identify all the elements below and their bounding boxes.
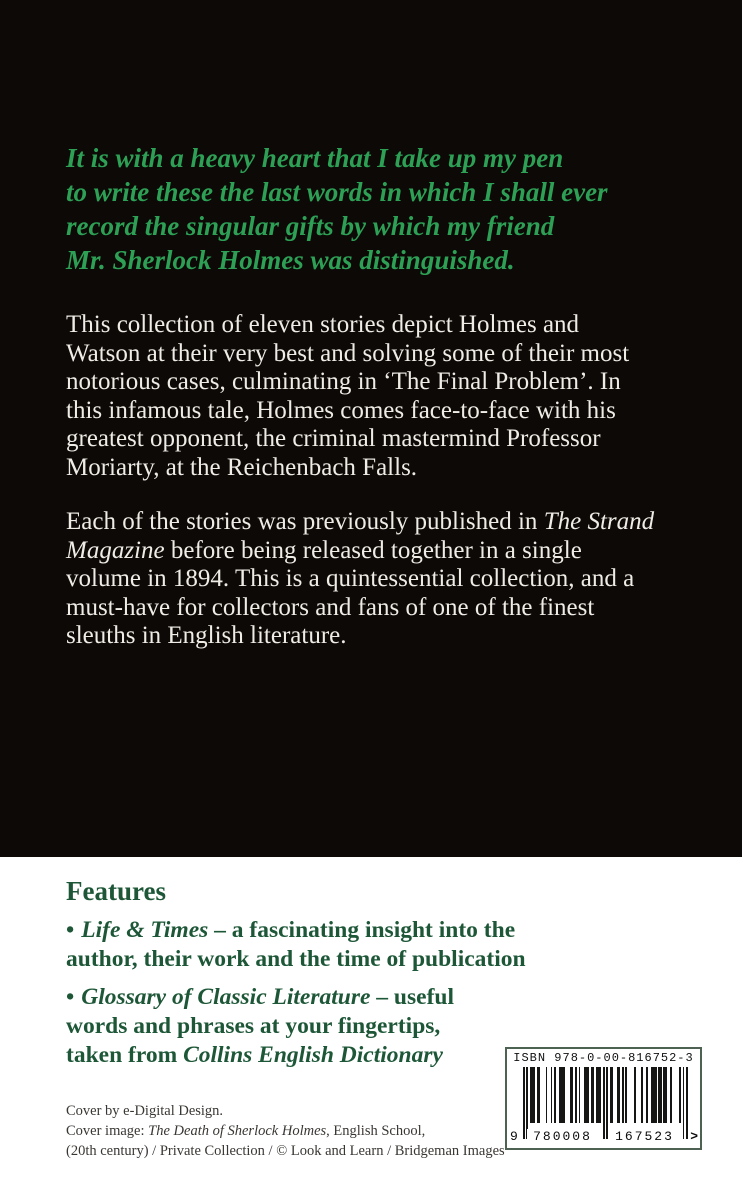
feature-item-glossary [66,983,546,1070]
barcode-arrow-icon: > [690,1129,698,1144]
synopsis-1-line-1: This collection of eleven stories depict Holmes and [66,311,580,338]
feature-title-life-and-times: Life & Times [81,917,209,943]
cover-image-title: The Death of Sherlock Holmes [148,1123,327,1139]
synopsis-2-line-3: volume in 1894. This is a quintessential collection, and a [66,565,635,592]
features-section [66,874,546,1079]
synopsis-2-line-2 [66,537,654,566]
barcode-digits [509,1128,698,1144]
opening-quote [66,141,608,277]
credit-line-design: Cover by e-Digital Design. [66,1103,224,1119]
feature-title-glossary: Glossary of Classic Literature [81,984,371,1010]
collins-dictionary-title: Collins English Dictionary [183,1042,443,1068]
barcode-digit-group-2: 167523 [609,1129,680,1144]
barcode-digit-group-1: 780008 [527,1129,598,1144]
synopsis-1-line-6: Moriarty, at the Reichenbach Falls. [66,453,418,481]
synopsis-paragraph-2 [66,508,654,651]
isbn-label: ISBN 978-0-00-816752-3 [513,1051,694,1065]
features-heading: Features [66,876,166,906]
quote-line-2: to write these the last words in which I shall ever [66,177,608,207]
synopsis-paragraph-1 [66,311,629,482]
credit-line-rights: (20th century) / Private Collection / © Look and Learn / Bridgeman Images [66,1143,505,1159]
feature-text: – useful [370,984,454,1010]
quote-line-1: It is with a heavy heart that I take up my pen [66,143,564,173]
strand-magazine-title-part1: The Strand [543,508,655,535]
credit-text: Cover image: [66,1123,149,1139]
synopsis-1-line-3: notorious cases, culminating in ‘The Final Problem’. In [66,368,621,395]
feature-text: author, their work and the time of publication [66,946,526,972]
barcode-panel [505,1047,702,1150]
synopsis-2-line-1 [66,508,654,537]
synopsis-1-line-4: this infamous tale, Holmes comes face-to-face with his [66,396,616,424]
quote-line-3: record the singular gifts by which my friend [66,211,555,241]
synopsis-2-text: before being released together in a single [164,536,582,564]
synopsis-2-line-4: must-have for collectors and fans of one of the finest [66,593,595,621]
feature-text: words and phrases at your fingertips, [66,1013,441,1039]
strand-magazine-title-part2: Magazine [66,536,165,564]
barcode-bars [523,1067,688,1123]
bullet-icon: • [66,984,75,1010]
credits-block [66,1101,505,1161]
synopsis-2-line-5: sleuths in English literature. [66,622,347,649]
synopsis-2-text: Each of the stories was previously published in [66,508,544,535]
barcode-digit-first: 9 [510,1129,518,1144]
synopsis-1-line-5: greatest opponent, the criminal mastermind Professor [66,425,601,452]
feature-item-life-and-times [66,916,546,974]
feature-text: – a fascinating insight into the [208,917,516,943]
synopsis-1-line-2: Watson at their very best and solving some of their most [66,339,630,367]
bullet-icon: • [66,917,75,943]
credit-line-image [66,1121,505,1141]
quote-line-4: Mr. Sherlock Holmes was distinguished. [66,245,515,275]
credit-text: , English School, [326,1123,426,1139]
feature-text: taken from [66,1042,184,1068]
